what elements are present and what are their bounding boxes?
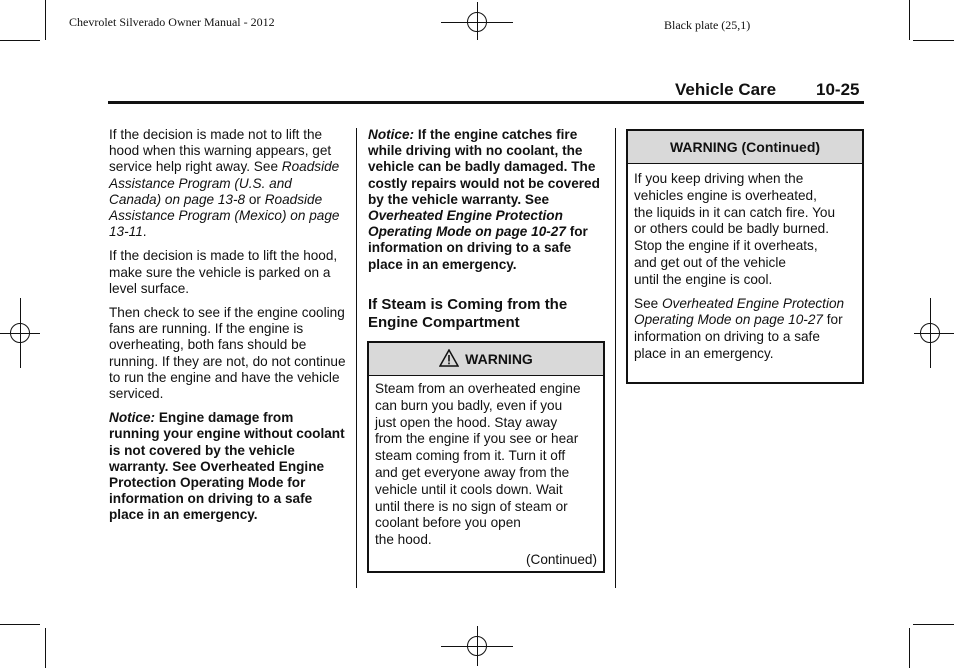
warning-line: and get out of the vehicle	[634, 254, 786, 270]
manual-title: Chevrolet Silverado Owner Manual - 2012	[69, 15, 275, 29]
warning-box	[367, 341, 605, 573]
warning-header	[369, 343, 603, 376]
subheading: If Steam is Coming from the Engine Compartment	[368, 296, 568, 331]
text: or	[248, 191, 261, 207]
registration-line	[477, 626, 478, 666]
warning-continued-box	[626, 129, 864, 384]
notice-label: Notice:	[368, 127, 415, 142]
continued-label: (Continued)	[525, 551, 597, 567]
text: for information on driving to a safe place in an emergency.	[634, 312, 843, 361]
text: If the decision is made not to lift the hood when this warning appears, get service help right away. See	[109, 127, 332, 175]
crop-mark	[909, 628, 910, 668]
crop-mark	[0, 624, 40, 625]
crop-mark	[913, 624, 954, 625]
text: .	[142, 224, 147, 240]
header-rule	[108, 101, 864, 104]
registration-line	[914, 333, 954, 334]
notice-label: Notice:	[109, 410, 156, 426]
warning-line: or others could be badly burned.	[634, 221, 829, 237]
crop-mark	[45, 0, 46, 40]
warning-line: can burn you badly, even if you	[375, 397, 563, 413]
column-1	[109, 127, 347, 532]
paragraph: Then check to see if the engine cooling fans are running. If the engine is overheating, both fans should be running. If they are not, do not continue to run the engine and have the vehicle serviced.	[109, 305, 346, 402]
crop-mark	[45, 628, 46, 668]
warning-line: just open the hood. Stay away	[375, 414, 558, 430]
warning-line: until the engine is cool.	[634, 271, 773, 287]
text: See	[634, 295, 659, 311]
link-overheated-engine[interactable]: Overheated Engine Protection Operating Mode on page 10-27	[368, 208, 566, 240]
warning-body	[628, 164, 862, 363]
crop-mark	[0, 40, 40, 41]
column-divider	[356, 128, 357, 588]
page-number: 10-25	[816, 80, 860, 99]
warning-paragraph	[634, 171, 856, 289]
warning-header: WARNING (Continued)	[628, 131, 862, 164]
warning-line: steam coming from it. Turn it off	[375, 448, 566, 464]
notice-text: for information on driving to a safe place in an emergency.	[368, 224, 588, 272]
warning-line: vehicles engine is overheated,	[634, 187, 817, 203]
column-2	[368, 127, 604, 281]
link-roadside-mexico[interactable]: Roadside Assistance Program (Mexico) on page 13-11	[109, 191, 340, 240]
registration-line	[930, 298, 931, 368]
column-divider	[615, 128, 616, 588]
warning-line: Stop the engine if it overheats,	[634, 238, 818, 254]
registration-line	[20, 298, 21, 368]
warning-body	[369, 376, 603, 569]
registration-line	[477, 2, 478, 40]
warning-line: Steam from an overheated engine	[375, 381, 581, 396]
warning-paragraph	[634, 296, 856, 363]
warning-line: from the engine if you see or hear	[375, 431, 579, 447]
link-overheated-engine[interactable]: Overheated Engine Protection Operating Mode on page 10-27	[634, 295, 845, 328]
warning-line: and get everyone away from the	[375, 464, 570, 480]
crop-mark	[909, 0, 910, 40]
warning-line: the liquids in it can catch fire. You	[634, 204, 836, 220]
warning-triangle-icon	[439, 349, 459, 367]
crop-mark	[913, 40, 954, 41]
paragraph	[109, 127, 347, 240]
link-roadside-us[interactable]: Roadside Assistance Program (U.S. and Canada) on page 13-8	[109, 159, 340, 207]
warning-line: coolant before you open	[375, 515, 521, 531]
notice-text: If the engine catches fire while driving with no coolant, the vehicle can be badly damaged. The costly repairs would not be covered by the vehicle warranty. See	[368, 127, 600, 207]
plate-label: Black plate (25,1)	[664, 18, 751, 32]
notice-text: Engine damage from running your engine without coolant is not covered by the vehicle warranty. See Overheated Engine Protection Operating Mode for information on driving to a safe place in an emergency.	[109, 410, 345, 523]
warning-line: vehicle until it cools down. Wait	[375, 481, 563, 497]
section-title: Vehicle Care	[675, 80, 777, 99]
notice-paragraph	[368, 127, 604, 273]
warning-line: the hood.	[375, 532, 432, 548]
warning-line: If you keep driving when the	[634, 171, 804, 186]
warning-line: until there is no sign of steam or	[375, 498, 568, 514]
notice-paragraph	[109, 410, 347, 523]
warning-title: WARNING	[465, 351, 533, 367]
paragraph: If the decision is made to lift the hood, make sure the vehicle is parked on a level surface.	[109, 248, 338, 296]
